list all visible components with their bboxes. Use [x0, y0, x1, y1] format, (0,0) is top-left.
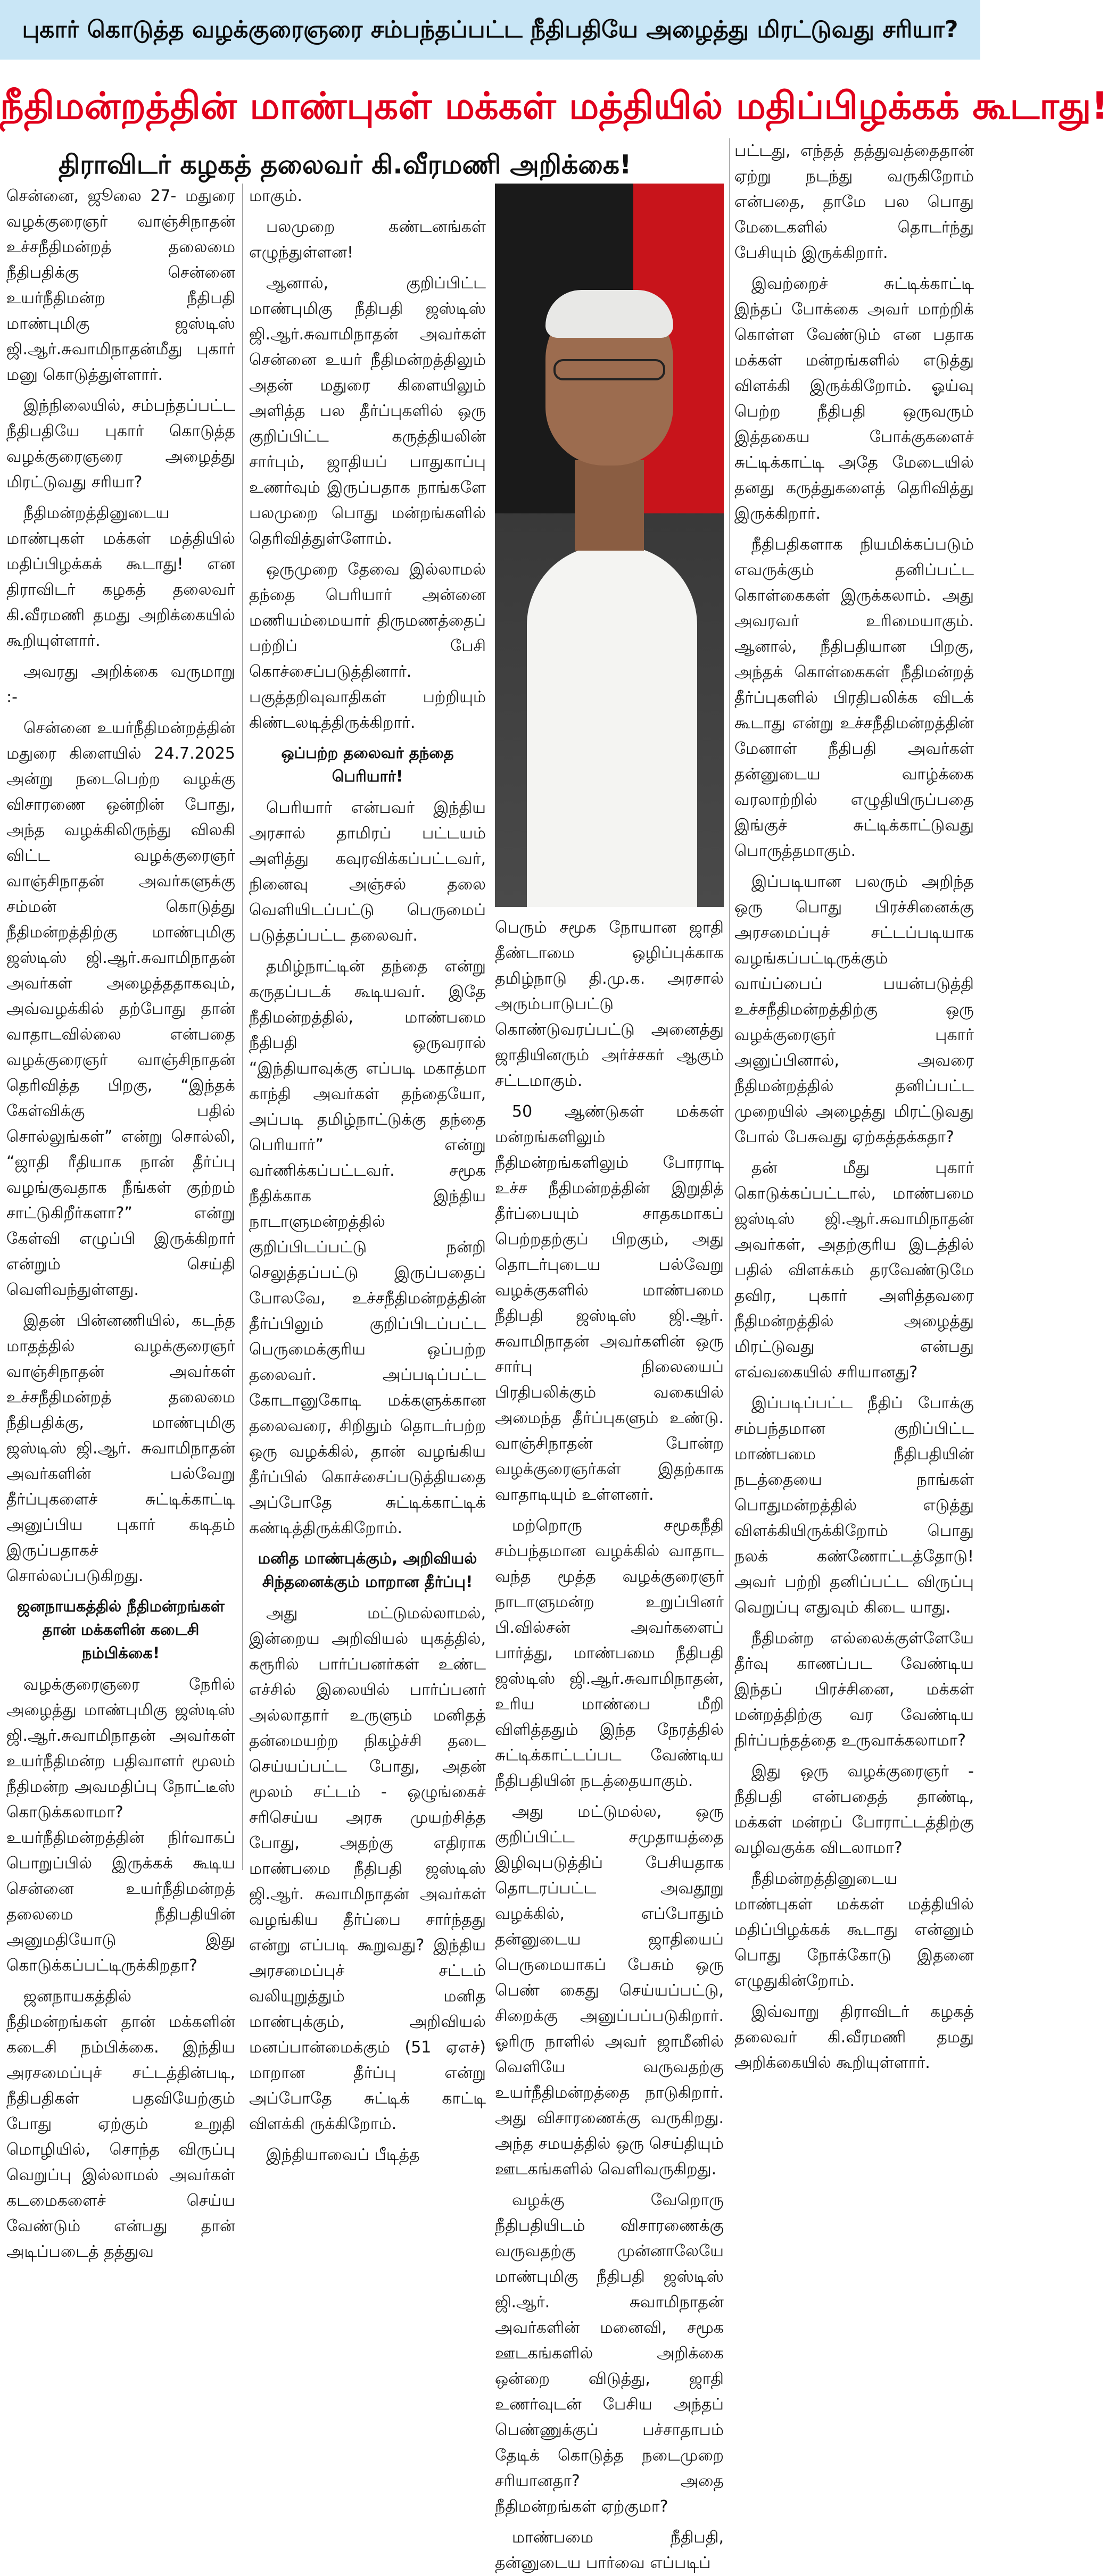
paragraph: சென்னை, ஜூலை 27- மதுரை வழக்குரைஞர் வாஞ்சிநாதன் உச்சநீதிமன்றத் தலைமை நீதிபதிக்கு சென்னை உயர்நீதிமன்ற நீதிபதி மாண்புமிகு ஜஸ்டிஸ் ஜி.ஆர்.சுவாமிநாதன்மீது புகார் மனு கொடுத்துள்ளார்.: [6, 187, 235, 384]
section-heading: மனித மாண்புக்கும், அறிவியல் சிந்தனைக்கும் மாறான தீர்ப்பு!: [258, 1549, 477, 1591]
paragraph: வழக்கு வேறொரு நீதிபதியிடம் விசாரணைக்கு வருவதற்கு முன்னாலேயே மாண்புமிகு நீதிபதி ஜஸ்டிஸ் ஜி.ஆர். சுவாமிநாதன் அவர்களின் மனைவி, சமூக ஊடகங்களில் அறிக்கை ஒன்றை விடுத்து, ஜாதி உணர்வுடன் பேசிய அந்தப் பெண்ணுக்குப் பச்சாதாபம் தேடிக் கொடுத்த நடைமுறை சரியானதா? அதை நீதிமன்றங்கள் ஏற்குமா?: [495, 2191, 724, 2516]
paragraph: இதன் பின்னணியில், கடந்த மாதத்தில் வழக்குரைஞர் வாஞ்சிநாதன் அவர்கள் உச்சநீதிமன்றத் தலைமை நீதிபதிக்கு, மாண்புமிகு ஜஸ்டிஸ் ஜி.ஆர். சுவாமிநாதன் அவர்களின் பல்வேறு தீர்ப்புகளைச் சுட்டிக்காட்டி அனுப்பிய புகார் கடிதம் இருப்பதாகச் சொல்லப்படுகிறது.: [6, 1311, 235, 1585]
paragraph: சென்னை உயர்நீதிமன்றத்தின் மதுரை கிளையில் 24.7.2025 அன்று நடைபெற்ற வழக்கு விசாரணை ஒன்றின் போது, அந்த வழக்கிலிருந்து விலகி விட்ட வழக்குரைஞர் வாஞ்சிநாதன் அவர்களுக்கு சம்மன் கொடுத்து நீதிமன்றத்திற்கு மாண்புமிகு ஜஸ்டிஸ் ஜி.ஆர்.சுவாமிநாதன் அவர்கள் அழைத்ததாகவும், அவ்வழக்கில் தற்போது தான் வாதாடவில்லை என்பதை வழக்குரைஞர் வாஞ்சிநாதன் தெரிவித்த பிறகு, “இந்தக் கேள்விக்கு பதில் சொல்லுங்கள்” என்று சொல்லி, “ஜாதி ரீதியாக நான் தீர்ப்பு வழங்குவதாக நீங்கள் குற்றம் சாட்டுகிறீர்களா?” என்று கேள்வி எழுப்பி இருக்கிறார் என்றும் செய்தி வெளிவந்துள்ளது.: [6, 719, 235, 1299]
paragraph: அது மட்டுமல்லாமல், இன்றைய அறிவியல் யுகத்தில், கரூரில் பார்ப்பனர்கள் உண்ட எச்சில் இலையில் பார்ப்பனர் அல்லாதார் உருளும் மனிதத் தன்மையற்ற நிகழ்ச்சி தடை செய்யப்பட்ட போது, அதன் மூலம் சட்டம் - ஒழுங்கைச் சரிசெய்ய அரசு முயற்சித்த போது, அதற்கு எதிராக மாண்பமை நீதிபதி ஜஸ்டிஸ் ஜி.ஆர். சுவாமிநாதன் அவர்கள் வழங்கிய தீர்ப்பை சார்ந்தது என்று எப்படி கூறுவது? இந்திய அரசமைப்புச் சட்டம் வலியுறுத்தும் மனித மாண்புக்கும், அறிவியல் மனப்பான்மைக்கும் (51 ஏஎச்) மாறான தீர்ப்பு என்று அப்போதே சுட்டிக் காட்டி விளக்கி ருக்கிறோம்.: [249, 1604, 486, 2133]
paragraph: தன் மீது புகார் கொடுக்கப்பட்டால், மாண்பமை ஜஸ்டிஸ் ஜி.ஆர்.சுவாமிநாதன் அவர்கள், அதற்குரிய இடத்தில் பதில் விளக்கம் தரவேண்டுமே தவிர, புகார் அளித்தவரை நீதிமன்றத்தில் அழைத்து மிரட்டுவது என்பது எவ்வகையில் சரியானது?: [734, 1159, 974, 1382]
portrait-glasses: [553, 359, 665, 380]
paragraph: வழக்குரைஞரை நேரில் அழைத்து மாண்புமிகு ஜஸ்டிஸ் ஜி.ஆர்.சுவாமிநாதன் அவர்கள் உயர்நீதிமன்ற பதிவாளர் மூலம் நீதிமன்ற அவமதிப்பு நோட்டீஸ் கொடுக்கலாமா? உயர்நீதிமன்றத்தின் நிர்வாகப் பொறுப்பில் இருக்கக் கூடிய சென்னை உயர்நீதிமன்றத் தலைமை நீதிபதியின் அனுமதியோடு இது கொடுக்கப்பட்டிருக்கிறதா?: [6, 1675, 235, 1975]
paragraph: இந்நிலையில், சம்பந்தப்பட்ட நீதிபதியே புகார் கொடுத்த வழக்குரைஞரை அழைத்து மிரட்டுவது சரியா?: [6, 396, 235, 492]
paragraph: இப்படிப்பட்ட நீதிப் போக்கு சம்பந்தமான குறிப்பிட்ட மாண்பமை நீதிபதியின் நடத்தையை நாங்கள் பொதுமன்றத்தில் எடுத்து விளக்கியிருக்கிறோம் பொது நலக் கண்ணோட்டத்தோடு! அவர் பற்றி தனிப்பட்ட விருப்பு வெறுப்பு எதுவும் கிடை யாது.: [734, 1394, 974, 1617]
paragraph: நீதிபதிகளாக நியமிக்கப்படும் எவருக்கும் தனிப்பட்ட கொள்கைகள் இருக்கலாம். அது அவரவர் உரிமையாகும். ஆனால், நீதிபதியான பிறகு, அந்தக் கொள்கைகள் நீதிமன்றத் தீர்ப்புகளில் பிரதிபலிக்க விடக் கூடாது என்று உச்சநீதிமன்றத்தின் மேனாள் நீதிபதி அவர்கள் தன்னுடைய வாழ்க்கை வரலாற்றில் எழுதியிருப்பதை இங்குச் சுட்டிக்காட்டுவது பொருத்தமாகும்.: [734, 535, 974, 860]
column-3: [495, 915, 724, 2572]
paragraph: பெரும் சமூக நோயான ஜாதி தீண்டாமை ஒழிப்புக்காக தமிழ்நாடு தி.மு.க. அரசால் அரும்பாடுபட்டு கொண்டுவரப்பட்டு அனைத்து ஜாதியினரும் அர்ச்சகர் ஆகும் சட்டமாகும்.: [495, 918, 724, 1090]
section-heading: ஒப்பற்ற தலைவர் தந்தை பெரியார்!: [281, 744, 454, 785]
paragraph: நீதிமன்றத்தினுடைய மாண்புகள் மக்கள் மத்தியில் மதிப்பிழக்கக் கூடாது என்னும் பொது நோக்கோடு இதனை எழுதுகின்றோம்.: [734, 1869, 974, 1990]
paragraph: மற்றொரு சமூகநீதி சம்பந்தமான வழக்கில் வாதாட வந்த மூத்த வழக்குரைஞர் நாடாளுமன்ற உறுப்பினர் பி.வில்சன் அவர்களைப் பார்த்து, மாண்பமை நீதிபதி ஜஸ்டிஸ் ஜி.ஆர்.சுவாமிநாதன், உரிய மாண்பை மீறி விளித்ததும் இந்த நேரத்தில் சுட்டிக்காட்டப்பட வேண்டிய நீதிபதியின் நடத்தையாகும்.: [495, 1516, 724, 1790]
paragraph: மாண்பமை நீதிபதி, தன்னுடைய பார்வை எப்படிப்: [495, 2528, 724, 2572]
column-1: [6, 184, 235, 2261]
paragraph: அது மட்டுமல்ல, ஒரு குறிப்பிட்ட சமுதாயத்தை இழிவுபடுத்திப் பேசியதாக தொடரப்பட்ட அவதூறு வழக்கில், எப்போதும் தன்னுடைய ஜாதியைப் பெருமையாகப் பேசும் ஒரு பெண் கைது செய்யப்பட்டு, சிறைக்கு அனுப்பப்படுகிறார். ஓரிரு நாளில் அவர் ஜாமீனில் வெளியே வருவதற்கு உயர்நீதிமன்றத்தை நாடுகிறார். அது விசாரணைக்கு வருகிறது. அந்த சமயத்தில் ஒரு செய்தியும் ஊடகங்களில் வெளிவருகிறது.: [495, 1802, 724, 2179]
paragraph: அவரது அறிக்கை வருமாறு :-: [6, 662, 235, 707]
section-heading: ஜனநாயகத்தில் நீதிமன்றங்கள் தான் மக்களின் கடைசி நம்பிக்கை!: [17, 1597, 225, 1662]
paragraph: ஜனநாயகத்தில் நீதிமன்றங்கள் தான் மக்களின் கடைசி நம்பிக்கை. இந்திய அரசமைப்புச் சட்டத்தின்படி, நீதிபதிகள் பதவியேற்கும் போது ஏற்கும் உறுதி மொழியில், சொந்த விருப்பு வெறுப்பு இல்லாமல் அவர்கள் கடமைகளைச் செய்ய வேண்டும் என்பது தான் அடிப்படைத் தத்துவ: [6, 1987, 235, 2261]
paragraph: 50 ஆண்டுகள் மக்கள் மன்றங்களிலும் நீதிமன்றங்களிலும் போராடி உச்ச நீதிமன்றத்தின் இறுதித் தீர்ப்பையும் சாதகமாகப் பெற்றதற்குப் பிறகும், அது தொடர்புடைய பல்வேறு வழக்குகளில் மாண்பமை நீதிபதி ஜஸ்டிஸ் ஜி.ஆர். சுவாமிநாதன் அவர்களின் ஒரு சார்பு நிலையைப் பிரதிபலிக்கும் வகையில் அமைந்த தீர்ப்புகளும் உண்டு. வாஞ்சிநாதன் போன்ற வழக்குரைஞர்கள் இதற்காக வாதாடியும் உள்ளனர்.: [495, 1102, 724, 1504]
column-divider: [729, 138, 730, 1870]
paragraph: பட்டது, எந்தத் தத்துவத்தைதான் ஏற்று நடந்து வருகிறோம் என்பதை, தாமே பல பொது மேடைகளில் தொடர்ந்து பேசியும் இருக்கிறார்.: [734, 142, 974, 262]
portrait-hair: [545, 290, 673, 338]
paragraph: இப்படியான பலரும் அறிந்த ஒரு பொது பிரச்சினைக்கு அரசமைப்புச் சட்டப்படியாக வழங்கப்பட்டிருக்கும் வாய்ப்பைப் பயன்படுத்தி உச்சநீதிமன்றத்திற்கு ஒரு வழக்குரைஞர் புகார் அனுப்பினால், அவரை நீதிமன்றத்தில் தனிப்பட்ட முறையில் அழைத்து மிரட்டுவது போல் பேசுவது ஏற்கத்தக்கதா?: [734, 872, 974, 1146]
portrait-shirt: [527, 545, 697, 907]
paragraph: இவற்றைச் சுட்டிக்காட்டி இந்தப் போக்கை அவர் மாற்றிக் கொள்ள வேண்டும் என பதாக மக்கள் மன்றங்களில் எடுத்து விளக்கி இருக்கிறோம். ஓய்வு பெற்ற நீதிபதி ஒருவரும் இத்தகைய போக்குகளைச் சுட்டிக்காட்டி அதே மேடையில் தனது கருத்துகளைத் தெரிவித்து இருக்கிறார்.: [734, 275, 974, 523]
paragraph: பெரியார் என்பவர் இந்திய அரசால் தாமிரப் பட்டயம் அளித்து கவுரவிக்கப்பட்டவர், நினைவு அஞ்சல் தலை வெளியிடப்பட்டு பெருமைப் படுத்தப்பட்ட தலைவர்.: [249, 799, 486, 945]
paragraph: நீதிமன்றத்தினுடைய மாண்புகள் மக்கள் மத்தியில் மதிப்பிழக்கக் கூடாது! என திராவிடர் கழகத் தலைவர் கி.வீரமணி தமது அறிக்கையில் கூறியுள்ளார்.: [6, 504, 235, 650]
portrait-photo: [495, 184, 724, 907]
kicker-headline: புகார் கொடுத்த வழக்குரைஞரை சம்பந்தப்பட்ட நீதிபதியே அழைத்து மிரட்டுவது சரியா?: [0, 0, 980, 60]
paragraph: இந்தியாவைப் பீடித்த: [266, 2146, 420, 2164]
column-divider: [242, 184, 243, 1870]
paragraph: மாகும்.: [249, 187, 302, 205]
paragraph: இவ்வாறு திராவிடர் கழகத் தலைவர் கி.வீரமணி தமது அறிக்கையில் கூறியுள்ளார்.: [734, 2002, 974, 2072]
paragraph: பலமுறை கண்டனங்கள் எழுந்துள்ளன!: [249, 218, 486, 262]
paragraph: நீதிமன்ற எல்லைக்குள்ளேயே தீர்வு காணப்பட வேண்டிய இந்தப் பிரச்சினை, மக்கள் மன்றத்திற்கு வர வேண்டிய நிர்ப்பந்தத்தை உருவாக்கலாமா?: [734, 1629, 974, 1750]
column-2: [249, 184, 486, 2164]
column-4: [734, 138, 974, 2072]
main-headline: நீதிமன்றத்தின் மாண்புகள் மக்கள் மத்தியில் மதிப்பிழக்கக் கூடாது!: [0, 84, 1108, 128]
paragraph: தமிழ்நாட்டின் தந்தை என்று கருதப்படக் கூடியவர். இதே நீதிமன்றத்தில், மாண்பமை நீதிபதி ஒருவரால் “இந்தியாவுக்கு எப்படி மகாத்மா காந்தி அவர்கள் தந்தையோ, அப்படி தமிழ்நாட்டுக்கு தந்தை பெரியார்” என்று வர்ணிக்கப்பட்டவர். சமூக நீதிக்காக இந்திய நாடாளுமன்றத்தில் குறிப்பிடப்பட்டு நன்றி செலுத்தப்பட்டு இருப்பதைப் போலவே, உச்சநீதிமன்றத்தின் தீர்ப்பிலும் குறிப்பிடப்பட்ட பெருமைக்குரிய ஒப்பற்ற தலைவர். அப்படிப்பட்ட கோடானுகோடி மக்களுக்கான தலைவரை, சிறிதும் தொடர்பற்ற ஒரு வழக்கில், தான் வழங்கிய தீர்ப்பில் கொச்சைப்படுத்தியதை அப்போதே சுட்டிக்காட்டிக் கண்டித்திருக்கிறோம்.: [249, 957, 486, 1538]
paragraph: ஆனால், குறிப்பிட்ட மாண்புமிகு நீதிபதி ஜஸ்டிஸ் ஜி.ஆர்.சுவாமிநாதன் அவர்கள் சென்னை உயர் நீதிமன்றத்திலும் அதன் மதுரை கிளையிலும் அளித்த பல தீர்ப்புகளில் ஒரு குறிப்பிட்ட கருத்தியலின் சார்பும், ஜாதியப் பாதுகாப்பு உணர்வும் இருப்பதாக நாங்களே பலமுறை பொது மன்றங்களில் தெரிவித்துள்ளோம்.: [249, 274, 486, 548]
paragraph: இது ஒரு வழக்குரைஞர் - நீதிபதி என்பதைத் தாண்டி, மக்கள் மன்றப் போராட்டத்திற்கு வழிவகுக்க விடலாமா?: [734, 1762, 974, 1857]
subheadline: திராவிடர் கழகத் தலைவர் கி.வீரமணி அறிக்கை!: [59, 149, 632, 180]
portrait-neck: [575, 460, 644, 551]
paragraph: ஒருமுறை தேவை இல்லாமல் தந்தை பெரியார் அன்னை மணியம்மையார் திருமணத்தைப் பற்றிப் பேசி கொச்சைப்படுத்தினார். பகுத்தறிவுவாதிகள் பற்றியும் கிண்டலடித்திருக்கிறார்.: [249, 560, 486, 732]
